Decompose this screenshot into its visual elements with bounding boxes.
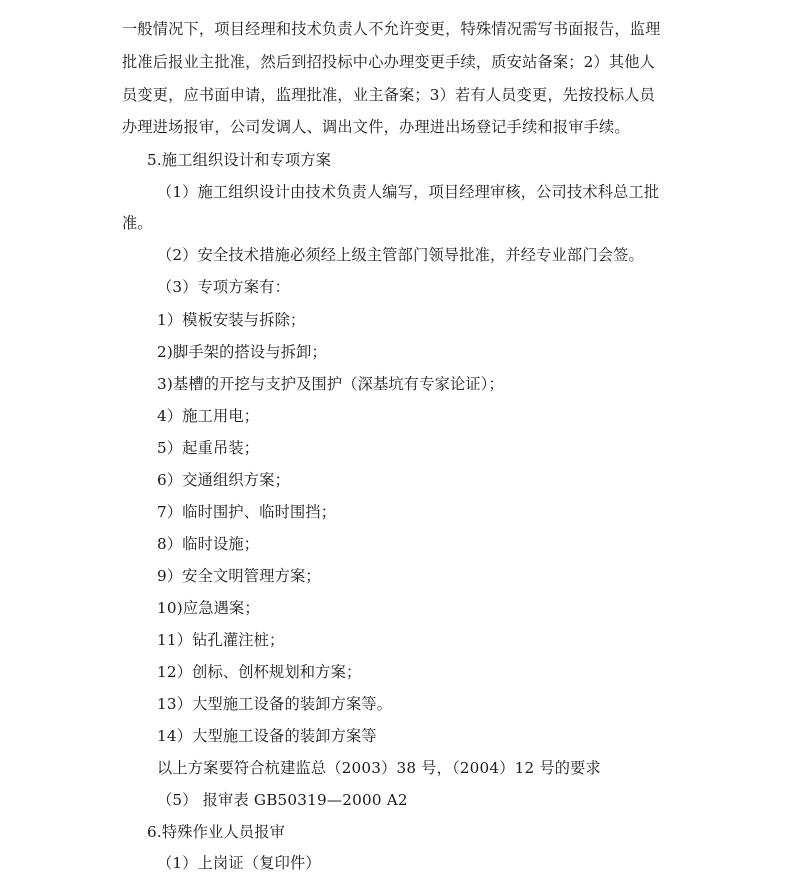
item-3: （3）专项方案有： (157, 278, 290, 296)
plan-item: 6）交通组织方案； (157, 471, 290, 489)
paragraph-line-1: 一般情况下，项目经理和技术负责人不允许变更，特殊情况需写书面报告，监理 (122, 20, 661, 38)
plan-item: 4）施工用电； (157, 407, 260, 425)
plan-item: 2)脚手架的搭设与拆卸； (157, 343, 327, 361)
plan-item: 11）钻孔灌注桩； (157, 631, 285, 649)
plan-item: 1）模板安装与拆除； (157, 311, 306, 329)
item-1-line-1: （1）施工组织设计由技术负责人编写，项目经理审核，公司技术科总工批 (157, 183, 660, 201)
section-6-item-1: （1）上岗证（复印件） (157, 854, 321, 872)
section-6-heading: 6.特殊作业人员报审 (147, 823, 285, 841)
paragraph-line-2: 批准后报业主批准，然后到招投标中心办理变更手续，质安站备案；2）其他人 (122, 53, 656, 71)
plan-item: 12）创标、创杯规划和方案； (157, 663, 362, 681)
plan-item: 8）临时设施； (157, 535, 260, 553)
plan-item: 13）大型施工设备的装卸方案等。 (157, 695, 393, 713)
plan-item: 9）安全文明管理方案； (157, 567, 321, 585)
item-1-line-2: 准。 (122, 214, 153, 232)
plan-item: 7）临时围护、临时围挡； (157, 503, 337, 521)
section-5-heading: 5.施工组织设计和专项方案 (147, 151, 332, 169)
plan-item: 3)基槽的开挖与支护及围护（深基坑有专家论证）； (157, 375, 504, 393)
plan-item: 14）大型施工设备的装卸方案等 (157, 727, 377, 745)
paragraph-line-3: 员变更，应书面申请，监理批准，业主备案；3）若有人员变更，先按投标人员 (122, 86, 656, 104)
requirement-note: 以上方案要符合杭建监总（2003）38 号，（2004）12 号的要求 (157, 759, 601, 777)
plan-item: 5）起重吊装； (157, 439, 260, 457)
plan-item: 10)应急遇案； (157, 599, 260, 617)
item-5: （5） 报审表 GB50319—2000 A2 (157, 791, 408, 809)
item-2: （2）安全技术措施必须经上级主管部门领导批准，并经专业部门会签。 (157, 246, 644, 264)
paragraph-line-4: 办理进场报审，公司发调人、调出文件，办理进出场登记手续和报审手续。 (122, 118, 630, 136)
